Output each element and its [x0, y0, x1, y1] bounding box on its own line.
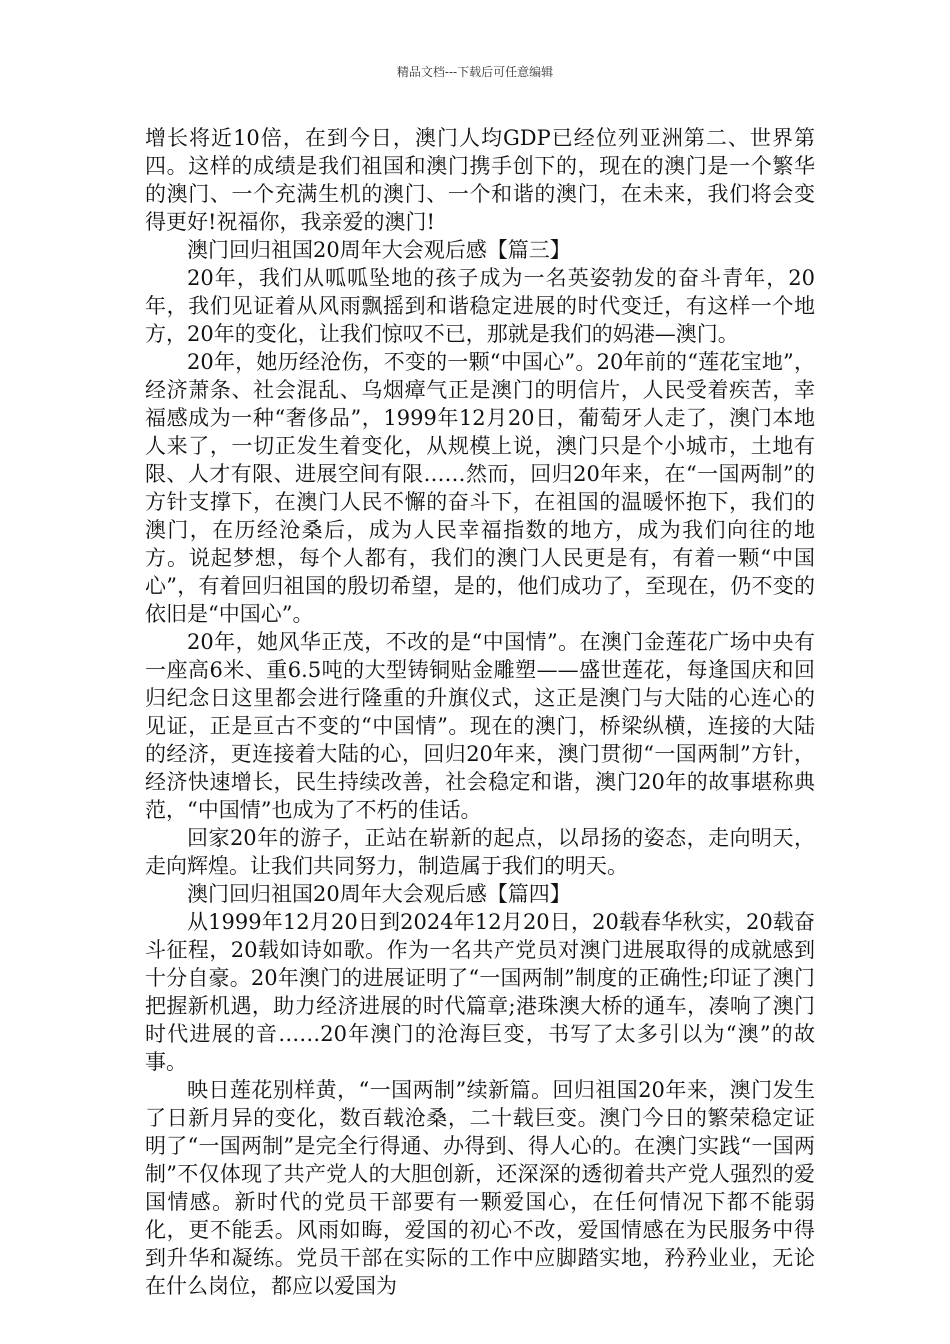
paragraph: 从1999年12月20日到2024年12月20日，20载春华秋实，20载奋斗征程，20载如诗如歌。作为一名共产党员对澳门进展取得的成就感到十分自豪。20年澳门的进展证明了“一国两制”制度的正确性;印证了澳门把握新机遇，助力经济进展的时代篇章;港珠澳大桥的通车，凑响了澳门时代进展的音……20年澳门的沧海巨变，书写了太多引以为“澳”的故事。 — [145, 910, 815, 1074]
paragraph-continuation: 增长将近10倍，在到今日，澳门人均GDP已经位列亚洲第二、世界第四。这样的成绩是我们祖国和澳门携手创下的，现在的澳门是一个繁华的澳门、一个充满生机的澳门、一个和谐的澳门，在未来，我们将会变得更好!祝福你，我亲爱的澳门! — [145, 126, 815, 234]
document-body — [145, 124, 815, 1300]
paragraph: 回家20年的游子，正站在崭新的起点，以昂扬的姿态，走向明天，走向辉煌。让我们共同努力，制造属于我们的明天。 — [145, 826, 815, 878]
paragraph: 20年，她风华正茂，不改的是“中国情”。在澳门金莲花广场中央有一座高6米、重6.5吨的大型铸铜贴金雕塑——盛世莲花，每逢国庆和回归纪念日这里都会进行隆重的升旗仪式，这正是澳门与大陆的心连心的见证，正是亘古不变的“中国情”。现在的澳门，桥梁纵横，连接的大陆的经济，更连接着大陆的心，回归20年来，澳门贯彻“一国两制”方针，经济快速增长，民生持续改善，社会稳定和谐，澳门20年的故事堪称典范，“中国情”也成为了不朽的佳话。 — [145, 630, 815, 822]
page-header: 精品文档---下载后可任意编辑 — [396, 65, 554, 79]
section-title-part-3: 澳门回归祖国20周年大会观后感【篇三】 — [187, 238, 571, 262]
paragraph: 映日莲花别样黄，“一国两制”续新篇。回归祖国20年来，澳门发生了日新月异的变化，数百载沧桑，二十载巨变。澳门今日的繁荣稳定证明了“一国两制”是完全行得通、办得到、得人心的。在澳门实践“一国两制”不仅体现了共产党人的大胆创新，还深深的透彻着共产党人强烈的爱国情感。新时代的党员干部要有一颗爱国心，在任何情况下都不能弱化，更不能丢。风雨如晦，爱国的初心不改，爱国情感在为民服务中得到升华和凝练。党员干部在实际的工作中应脚踏实地，矜矜业业，无论在什么岗位，都应以爱国为 — [145, 1078, 815, 1298]
paragraph: 20年，我们从呱呱坠地的孩子成为一名英姿勃发的奋斗青年，20年，我们见证着从风雨飘摇到和谐稳定进展的时代变迁，有这样一个地方，20年的变化，让我们惊叹不已，那就是我们的妈港—澳门。 — [145, 266, 815, 346]
section-title-part-4: 澳门回归祖国20周年大会观后感【篇四】 — [187, 882, 571, 906]
paragraph: 20年，她历经沧伤，不变的一颗“中国心”。20年前的“莲花宝地”，经济萧条、社会混乱、乌烟瘴气正是澳门的明信片，人民受着疾苦，幸福感成为一种“奢侈品”，1999年12月20日，葡萄牙人走了，澳门本地人来了，一切正发生着变化，从规模上说，澳门只是个小城市，土地有限、人才有限、进展空间有限……然而，回归20年来，在“一国两制”的方针支撑下，在澳门人民不懈的奋斗下，在祖国的温暖怀抱下，我们的澳门，在历经沧桑后，成为人民幸福指数的地方，成为我们向往的地方。说起梦想，每个人都有，我们的澳门人民更是有，有着一颗“中国心”，有着回归祖国的殷切希望，是的，他们成功了，至现在，仍不变的依旧是“中国心”。 — [145, 350, 815, 626]
